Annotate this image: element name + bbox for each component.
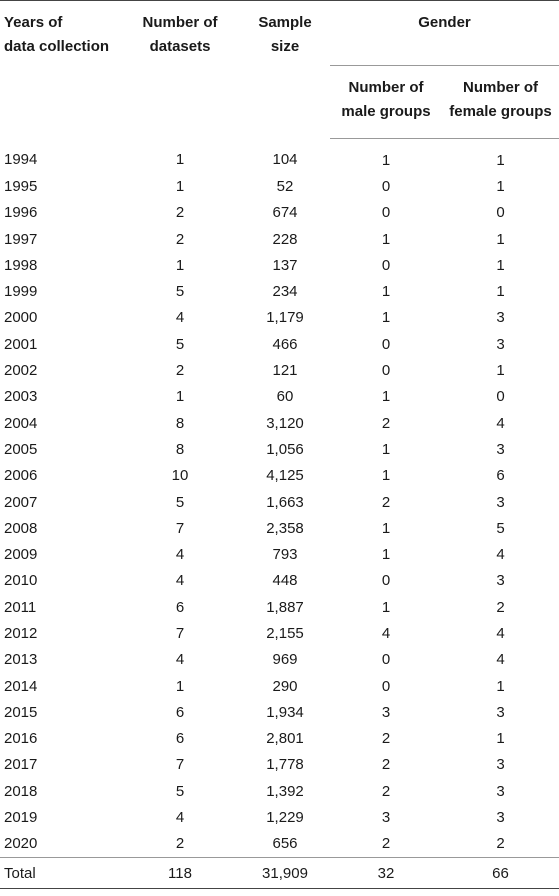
table-row bbox=[0, 515, 559, 541]
table-row bbox=[0, 568, 559, 594]
cell-year: 2013 bbox=[4, 651, 38, 669]
cell-year: 2020 bbox=[4, 835, 38, 853]
table-row bbox=[0, 331, 559, 357]
cell-datasets: 4 bbox=[175, 309, 185, 327]
cell-female-groups: 3 bbox=[496, 493, 505, 511]
cell-male-groups: 1 bbox=[381, 519, 391, 537]
cell-year: 2016 bbox=[4, 730, 38, 748]
cell-female-groups: 6 bbox=[496, 467, 505, 485]
cell-male-groups: 1 bbox=[381, 230, 391, 248]
cell-sample-size: 121 bbox=[272, 362, 298, 380]
cell-female-groups: 4 bbox=[496, 651, 505, 669]
cell-sample-size: 290 bbox=[272, 677, 298, 695]
cell-sample-size: 104 bbox=[272, 151, 298, 169]
total-row bbox=[0, 858, 559, 889]
cell-year: 2008 bbox=[4, 519, 38, 537]
cell-male-groups: 0 bbox=[381, 177, 391, 195]
cell-female-groups: 4 bbox=[496, 546, 505, 564]
cell-female-groups: 4 bbox=[496, 414, 505, 432]
cell-female-groups: 4 bbox=[496, 624, 505, 642]
cell-datasets: 7 bbox=[175, 756, 185, 774]
cell-datasets: 2 bbox=[175, 204, 185, 222]
cell-female-groups: 1 bbox=[496, 283, 505, 301]
cell-year: 1995 bbox=[4, 177, 38, 195]
total-cell-sample-size: 31,909 bbox=[240, 858, 330, 889]
cell-female-groups: 3 bbox=[496, 440, 505, 458]
cell-male-groups: 2 bbox=[381, 835, 391, 853]
cell-male-groups: 3 bbox=[381, 809, 391, 827]
table-row bbox=[0, 278, 559, 304]
cell-year: 1994 bbox=[4, 151, 38, 169]
total-cell-datasets: 118 bbox=[120, 858, 240, 889]
cell-year: 2017 bbox=[4, 756, 38, 774]
header-datasets: Number of datasets bbox=[120, 1, 240, 139]
cell-datasets: 6 bbox=[175, 598, 185, 616]
header-years: Years of data collection bbox=[0, 1, 120, 139]
cell-year: 1999 bbox=[4, 283, 38, 301]
cell-female-groups: 1 bbox=[496, 256, 505, 274]
cell-male-groups: 0 bbox=[381, 651, 391, 669]
cell-datasets: 1 bbox=[175, 151, 185, 169]
table-row bbox=[0, 384, 559, 410]
cell-sample-size: 1,663 bbox=[266, 493, 304, 511]
cell-male-groups: 0 bbox=[381, 204, 391, 222]
cell-sample-size: 52 bbox=[276, 177, 294, 195]
cell-sample-size: 466 bbox=[272, 335, 298, 353]
cell-female-groups: 0 bbox=[496, 388, 505, 406]
cell-datasets: 2 bbox=[175, 835, 185, 853]
table-row bbox=[0, 463, 559, 489]
cell-male-groups: 0 bbox=[381, 362, 391, 380]
cell-year: 2012 bbox=[4, 624, 38, 642]
table-row bbox=[0, 804, 559, 830]
cell-male-groups: 1 bbox=[381, 309, 391, 327]
cell-datasets: 8 bbox=[175, 440, 185, 458]
cell-female-groups: 3 bbox=[496, 809, 505, 827]
table-row bbox=[0, 620, 559, 646]
cell-sample-size: 448 bbox=[272, 572, 298, 590]
cell-male-groups: 1 bbox=[381, 598, 391, 616]
cell-datasets: 5 bbox=[175, 283, 185, 301]
cell-datasets: 5 bbox=[175, 782, 185, 800]
cell-datasets: 1 bbox=[175, 388, 185, 406]
cell-sample-size: 234 bbox=[272, 283, 298, 301]
table-row bbox=[0, 673, 559, 699]
cell-sample-size: 1,056 bbox=[266, 440, 304, 458]
cell-datasets: 1 bbox=[175, 256, 185, 274]
cell-sample-size: 3,120 bbox=[266, 414, 304, 432]
table-row bbox=[0, 726, 559, 752]
cell-year: 2004 bbox=[4, 414, 38, 432]
table-header bbox=[0, 1, 559, 139]
cell-female-groups: 3 bbox=[496, 703, 505, 721]
cell-female-groups: 3 bbox=[496, 756, 505, 774]
cell-male-groups: 2 bbox=[381, 414, 391, 432]
cell-sample-size: 2,358 bbox=[266, 519, 304, 537]
cell-datasets: 4 bbox=[175, 546, 185, 564]
table-row bbox=[0, 436, 559, 462]
cell-year: 2003 bbox=[4, 388, 38, 406]
table-row bbox=[0, 173, 559, 199]
cell-sample-size: 793 bbox=[272, 546, 298, 564]
cell-male-groups: 2 bbox=[381, 730, 391, 748]
cell-male-groups: 0 bbox=[381, 256, 391, 274]
cell-female-groups: 3 bbox=[496, 309, 505, 327]
cell-year: 2006 bbox=[4, 467, 38, 485]
cell-sample-size: 1,179 bbox=[266, 309, 304, 327]
cell-sample-size: 2,155 bbox=[266, 624, 304, 642]
cell-sample-size: 656 bbox=[272, 835, 298, 853]
cell-female-groups: 0 bbox=[496, 204, 505, 222]
total-cell-male-groups: 32 bbox=[330, 858, 442, 889]
total-cell-female-groups: 66 bbox=[442, 858, 559, 889]
cell-year: 2002 bbox=[4, 362, 38, 380]
cell-female-groups: 1 bbox=[496, 230, 505, 248]
cell-year: 2001 bbox=[4, 335, 38, 353]
cell-year: 1997 bbox=[4, 230, 38, 248]
cell-female-groups: 2 bbox=[496, 835, 505, 853]
cell-female-groups: 1 bbox=[496, 177, 505, 195]
cell-male-groups: 1 bbox=[381, 546, 391, 564]
table-row bbox=[0, 305, 559, 331]
cell-year: 2019 bbox=[4, 809, 38, 827]
cell-datasets: 4 bbox=[175, 572, 185, 590]
cell-year: 1996 bbox=[4, 204, 38, 222]
header-gender: Gender bbox=[330, 1, 559, 66]
table-row bbox=[0, 252, 559, 278]
cell-male-groups: 1 bbox=[381, 388, 391, 406]
cell-sample-size: 1,778 bbox=[266, 756, 304, 774]
cell-female-groups: 1 bbox=[496, 730, 505, 748]
cell-datasets: 2 bbox=[175, 230, 185, 248]
table-row bbox=[0, 752, 559, 778]
cell-sample-size: 1,887 bbox=[266, 598, 304, 616]
cell-year: 2009 bbox=[4, 546, 38, 564]
cell-male-groups: 2 bbox=[381, 493, 391, 511]
cell-female-groups: 1 bbox=[496, 151, 505, 169]
table-row bbox=[0, 699, 559, 725]
table-row bbox=[0, 410, 559, 436]
table-row bbox=[0, 200, 559, 226]
table-row bbox=[0, 357, 559, 383]
cell-sample-size: 969 bbox=[272, 651, 298, 669]
cell-male-groups: 0 bbox=[381, 677, 391, 695]
header-male-groups: Number of male groups bbox=[330, 66, 442, 139]
cell-datasets: 5 bbox=[175, 335, 185, 353]
cell-male-groups: 4 bbox=[381, 624, 391, 642]
cell-year: 2010 bbox=[4, 572, 38, 590]
cell-datasets: 1 bbox=[175, 177, 185, 195]
cell-sample-size: 674 bbox=[272, 204, 298, 222]
cell-sample-size: 1,229 bbox=[266, 809, 304, 827]
cell-datasets: 7 bbox=[175, 624, 185, 642]
cell-datasets: 8 bbox=[175, 414, 185, 432]
cell-datasets: 4 bbox=[175, 651, 185, 669]
header-female-groups: Number of female groups bbox=[442, 66, 559, 139]
cell-datasets: 6 bbox=[175, 703, 185, 721]
cell-year: 2000 bbox=[4, 309, 38, 327]
table-row bbox=[0, 489, 559, 515]
cell-male-groups: 0 bbox=[381, 572, 391, 590]
cell-year: 1998 bbox=[4, 256, 38, 274]
table-row bbox=[0, 594, 559, 620]
table-row bbox=[0, 831, 559, 858]
cell-sample-size: 2,801 bbox=[266, 730, 304, 748]
table-row bbox=[0, 647, 559, 673]
cell-male-groups: 1 bbox=[381, 467, 391, 485]
cell-datasets: 5 bbox=[175, 493, 185, 511]
header-sample-size: Sample size bbox=[240, 1, 330, 139]
total-cell-year: Total bbox=[0, 858, 120, 889]
cell-male-groups: 0 bbox=[381, 335, 391, 353]
table-body bbox=[0, 139, 559, 889]
cell-sample-size: 137 bbox=[272, 256, 298, 274]
cell-female-groups: 3 bbox=[496, 572, 505, 590]
table-row bbox=[0, 541, 559, 567]
cell-sample-size: 60 bbox=[276, 388, 294, 406]
cell-sample-size: 1,392 bbox=[266, 782, 304, 800]
cell-female-groups: 2 bbox=[496, 598, 505, 616]
cell-sample-size: 1,934 bbox=[266, 703, 304, 721]
cell-sample-size: 4,125 bbox=[266, 467, 304, 485]
cell-year: 2018 bbox=[4, 782, 38, 800]
cell-male-groups: 2 bbox=[381, 756, 391, 774]
table-row bbox=[0, 226, 559, 252]
cell-male-groups: 1 bbox=[381, 283, 391, 301]
cell-female-groups: 3 bbox=[496, 782, 505, 800]
cell-datasets: 7 bbox=[175, 519, 185, 537]
cell-female-groups: 1 bbox=[496, 677, 505, 695]
cell-male-groups: 3 bbox=[381, 703, 391, 721]
cell-male-groups: 2 bbox=[381, 782, 391, 800]
cell-male-groups: 1 bbox=[381, 440, 391, 458]
cell-datasets: 10 bbox=[171, 467, 189, 485]
cell-datasets: 6 bbox=[175, 730, 185, 748]
cell-datasets: 2 bbox=[175, 362, 185, 380]
cell-year: 2007 bbox=[4, 493, 38, 511]
cell-year: 2015 bbox=[4, 703, 38, 721]
cell-year: 2005 bbox=[4, 440, 38, 458]
cell-datasets: 1 bbox=[175, 677, 185, 695]
cell-male-groups: 1 bbox=[381, 151, 391, 169]
cell-female-groups: 3 bbox=[496, 335, 505, 353]
table-row bbox=[0, 778, 559, 804]
cell-female-groups: 1 bbox=[496, 362, 505, 380]
cell-sample-size: 228 bbox=[272, 230, 298, 248]
cell-female-groups: 5 bbox=[496, 519, 505, 537]
cell-datasets: 4 bbox=[175, 809, 185, 827]
cell-year: 2014 bbox=[4, 677, 38, 695]
table-row bbox=[0, 139, 559, 174]
cell-year: 2011 bbox=[4, 598, 37, 616]
